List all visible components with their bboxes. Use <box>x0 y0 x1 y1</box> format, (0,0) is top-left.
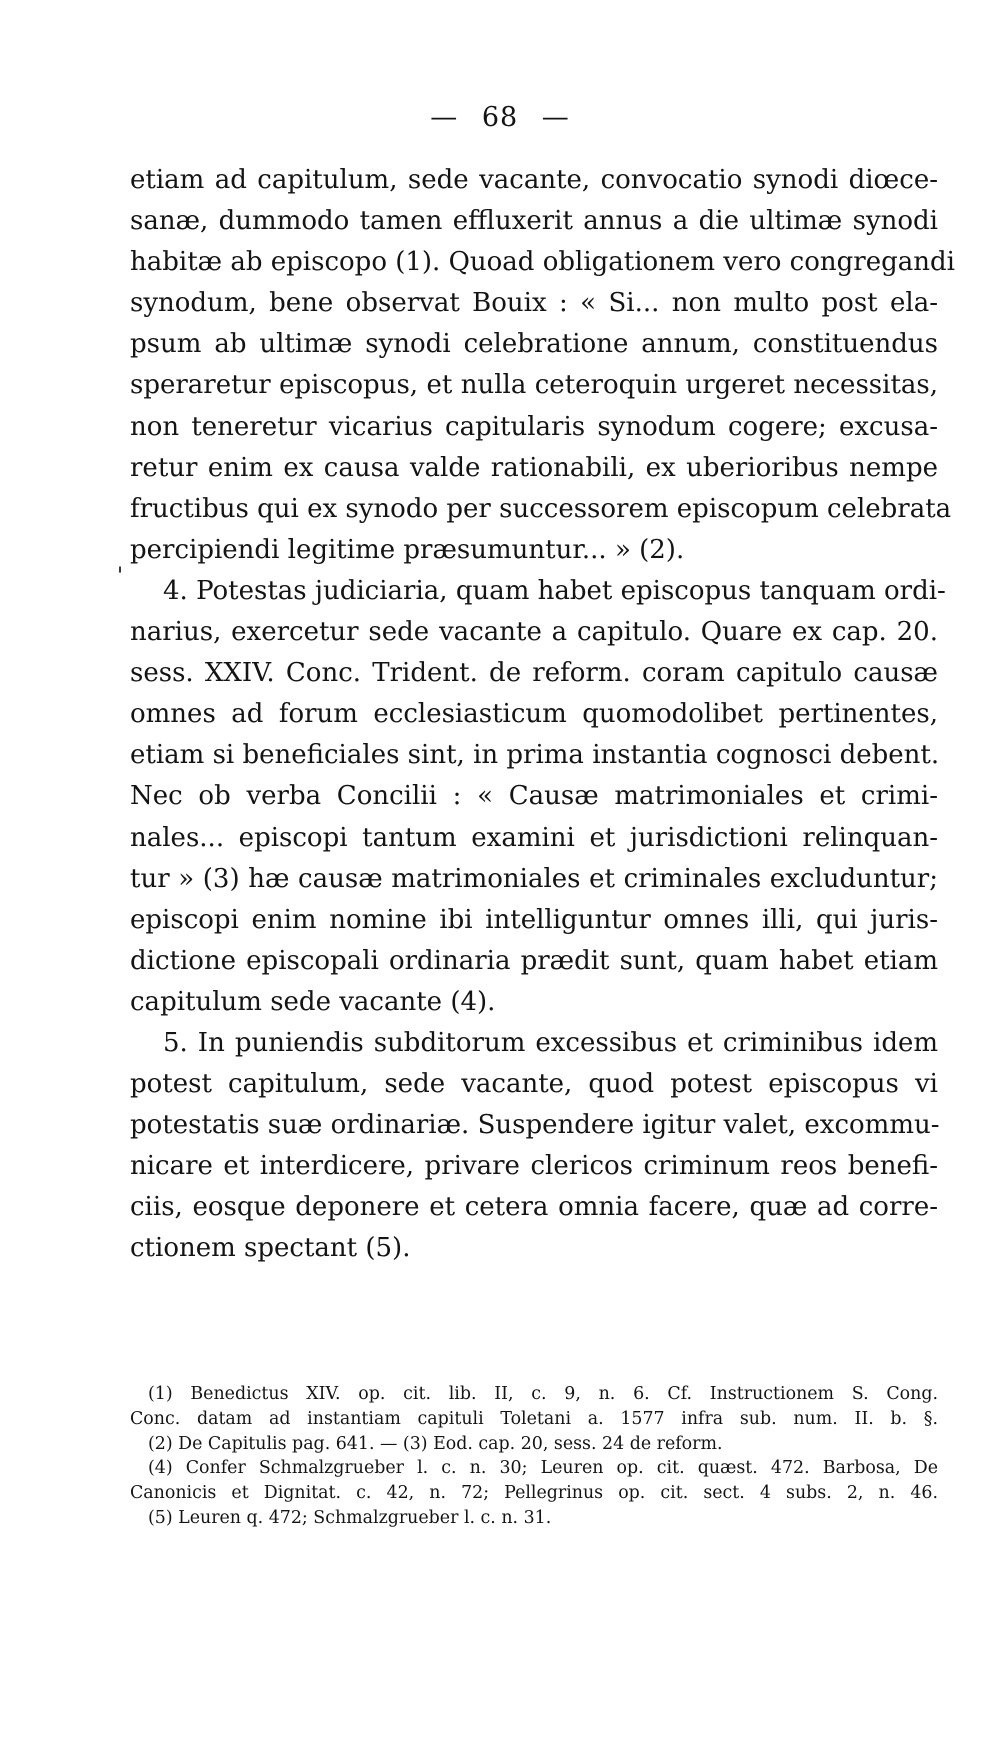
body-line: potestatis suæ ordinariæ. Suspendere igitur valet, excommu- <box>130 1110 940 1141</box>
header-dash-left: — <box>430 102 459 133</box>
body-line: percipiendi legitime præsumuntur... » (2). <box>130 534 685 565</box>
body-line: etiam ad capitulum, sede vacante, convocatio synodi diœce- <box>130 165 938 195</box>
body-line: non teneretur vicarius capitularis synodum cogere; excusa- <box>130 411 938 442</box>
body-line: 4. Potestas judiciaria, quam habet episcopus tanquam ordi- <box>163 575 946 606</box>
body-text <box>130 160 955 1270</box>
body-line: ciis, eosque deponere et cetera omnia facere, quæ ad corre- <box>130 1192 938 1223</box>
page-number: 68 <box>481 102 519 133</box>
body-line: narius, exercetur sede vacante a capitulo. Quare ex cap. 20. <box>130 617 938 648</box>
body-line: 5. In puniendis subditorum excessibus et criminibus idem <box>163 1027 938 1058</box>
body-line: psum ab ultimæ synodi celebratione annum, constituendus <box>130 329 938 360</box>
footnote-line: (2) De Capitulis pag. 641. — (3) Eod. cap. 20, sess. 24 de reform. <box>148 1433 723 1454</box>
page-header <box>0 100 1000 136</box>
body-line: tur » (3) hæ causæ matrimoniales et criminales excluduntur; <box>130 863 938 894</box>
body-line: sanæ, dummodo tamen effluxerit annus a die ultimæ synodi <box>130 206 938 237</box>
footnote-line: Canonicis et Dignitat. c. 42, n. 72; Pellegrinus op. cit. sect. 4 subs. 2, n. 46. <box>130 1483 938 1504</box>
body-line: speraretur episcopus, et nulla ceteroquin urgeret necessitas, <box>130 370 938 401</box>
body-line: capitulum sede vacante (4). <box>130 986 496 1017</box>
body-line: ctionem spectant (5). <box>130 1233 411 1264</box>
footnote-line: (4) Confer Schmalzgrueber l. c. n. 30; Leuren op. cit. quæst. 472. Barbosa, De <box>148 1458 938 1479</box>
body-line: etiam si beneficiales sint, in prima instantia cognosci debent. <box>130 740 940 771</box>
body-line: dictione episcopali ordinaria prædit sunt, quam habet etiam <box>130 945 938 976</box>
footnotes <box>130 1382 938 1531</box>
body-line: episcopi enim nomine ibi intelliguntur omnes illi, qui juris- <box>130 904 938 935</box>
margin-mark: ' <box>117 564 124 589</box>
body-line: potest capitulum, sede vacante, quod potest episcopus vi <box>130 1069 938 1100</box>
body-line: Nec ob verba Concilii : « Causæ matrimoniales et crimi- <box>130 781 938 812</box>
body-line: fructibus qui ex synodo per successorem episcopum celebrata <box>130 493 952 524</box>
body-line: synodum, bene observat Bouix : « Si... non multo post ela- <box>130 288 938 319</box>
body-line: nales... episcopi tantum examini et jurisdictioni relinquan- <box>130 822 938 853</box>
footnote-line: (5) Leuren q. 472; Schmalzgrueber l. c. n. 31. <box>148 1507 552 1528</box>
body-line: retur enim ex causa valde rationabili, ex uberioribus nempe <box>130 452 938 483</box>
footnote-line: Conc. datam ad instantiam capituli Toletani a. 1577 infra sub. num. II. b. §. <box>130 1408 938 1429</box>
body-line: nicare et interdicere, privare clericos criminum reos benefi- <box>130 1151 938 1182</box>
body-line: habitæ ab episcopo (1). Quoad obligationem vero congregandi <box>130 247 955 278</box>
header-dash-right: — <box>541 102 570 133</box>
footnote-line: (1) Benedictus XIV. op. cit. lib. II, c. 9, n. 6. Cf. Instructionem S. Cong. <box>148 1384 938 1404</box>
body-line: omnes ad forum ecclesiasticum quomodolibet pertinentes, <box>130 699 938 730</box>
body-line: sess. XXIV. Conc. Trident. de reform. coram capitulo causæ <box>130 658 938 689</box>
